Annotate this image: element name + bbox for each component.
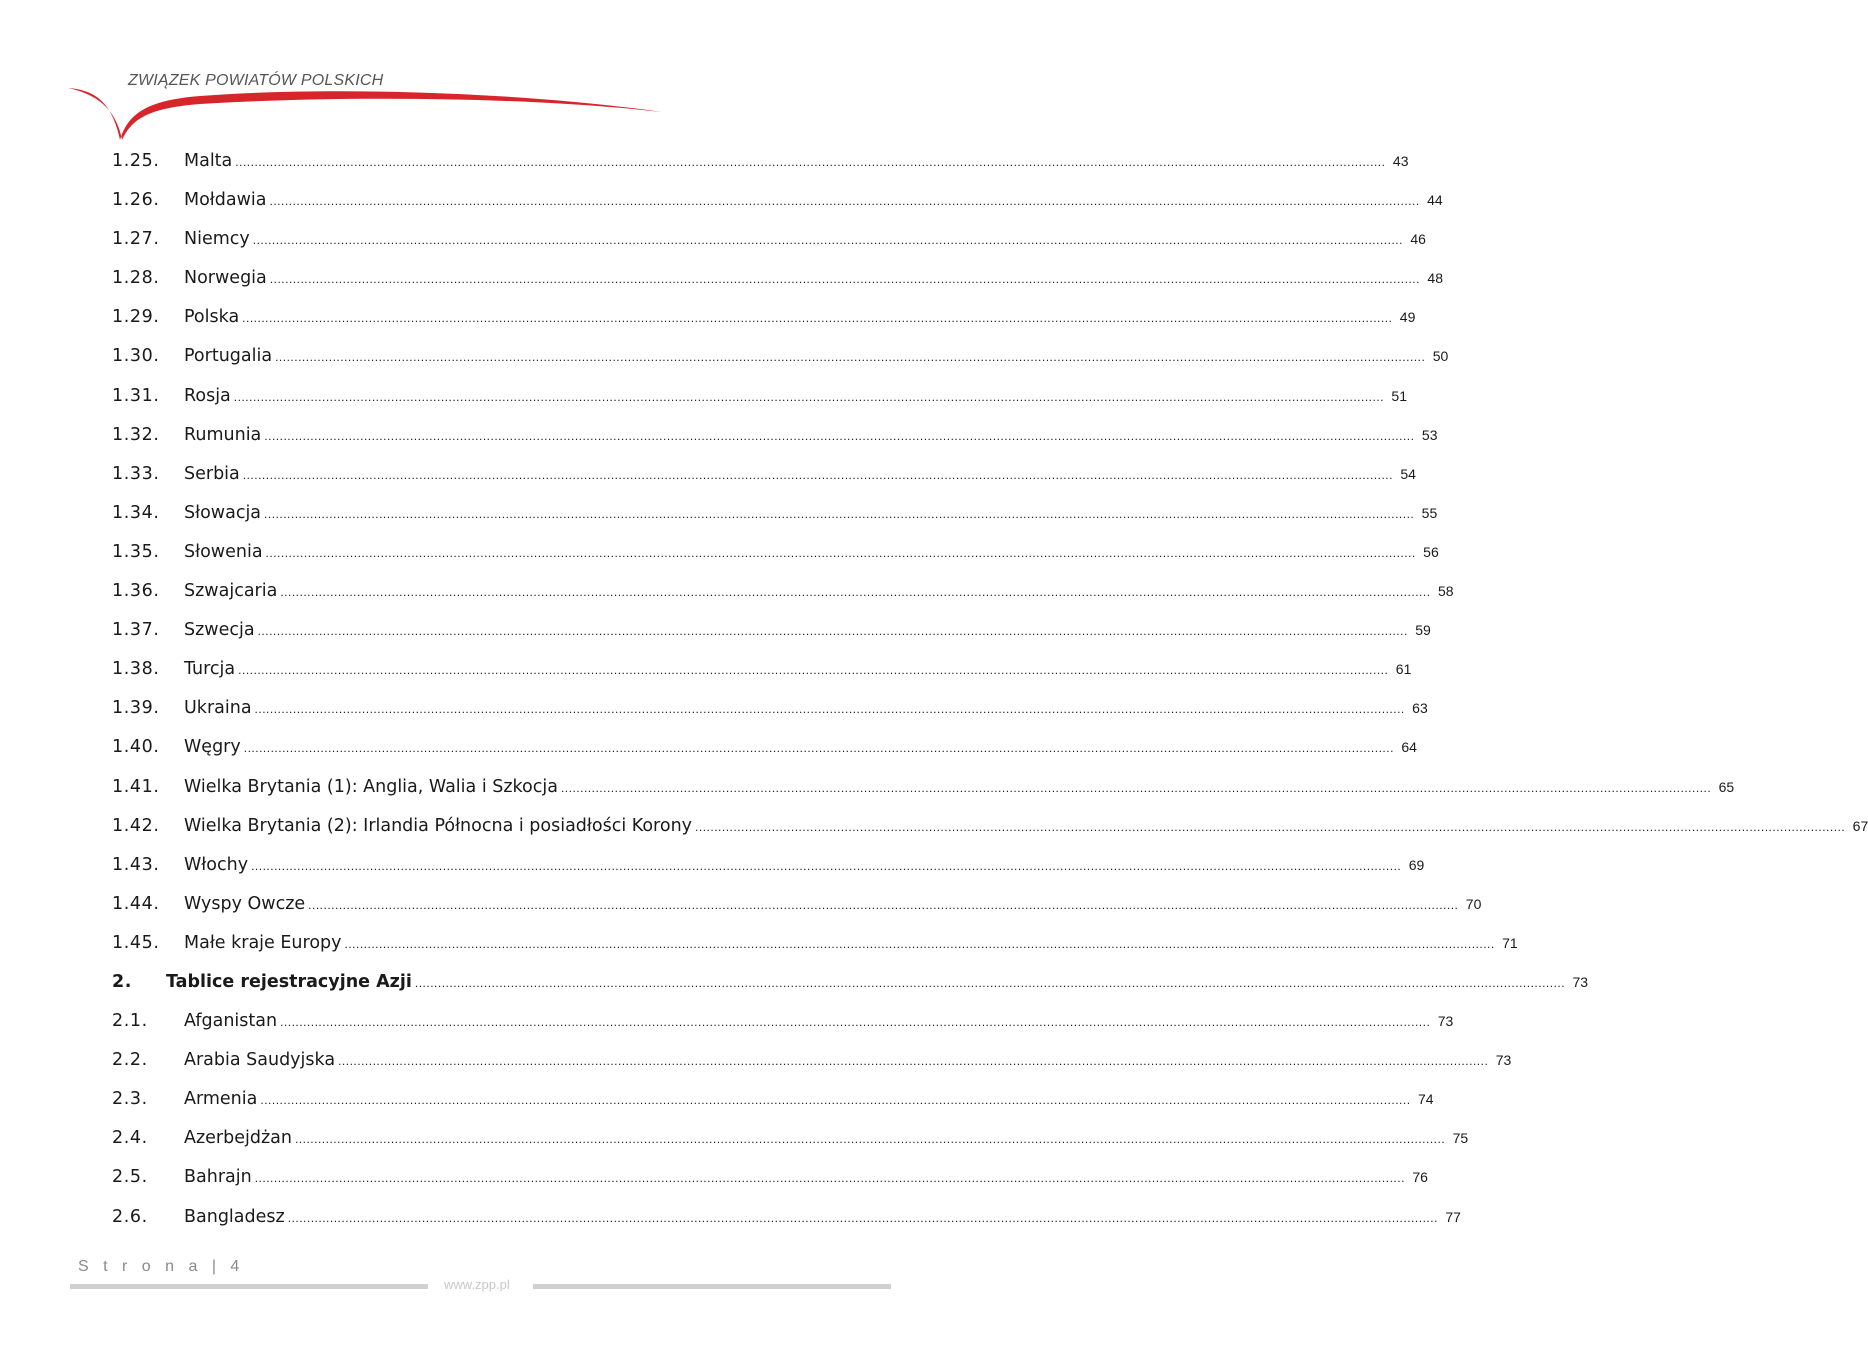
toc-row[interactable]: [112, 220, 1426, 259]
toc-page-number: 69: [1408, 856, 1425, 873]
toc-leader-dots: ............................................................................................................................................................................................................................................................................................................: [251, 858, 1402, 873]
toc-leader-dots: ............................................................................................................................................................................................................................................................................................................: [235, 155, 1386, 169]
toc-leader-dots: ............................................................................................................................................................................................................................................................................................................: [257, 624, 1408, 639]
toc-leader-dots: ............................................................................................................................................................................................................................................................................................................: [264, 428, 1415, 443]
toc-title: Wielka Brytania (2): Irlandia Północna i posiadłości Korony: [184, 815, 693, 836]
toc-page-number: 56: [1423, 543, 1439, 560]
toc-number: 2.2.: [112, 1050, 148, 1071]
toc-number: 2.3.: [112, 1089, 148, 1110]
toc-page-number: 75: [1452, 1130, 1469, 1147]
footer-divider-right: [533, 1284, 891, 1289]
toc-number: 1.41.: [112, 776, 160, 797]
toc-title: Arabia Saudyjska: [184, 1050, 336, 1071]
page-number: S t r o n a | 4: [78, 1258, 245, 1275]
toc-row[interactable]: [112, 846, 1425, 885]
toc-title: Turcja: [184, 659, 236, 680]
toc-row[interactable]: [112, 768, 1735, 807]
org-name: ZWIĄZEK POWIATÓW POLSKICH: [128, 72, 384, 89]
toc-number: 1.37.: [112, 620, 160, 641]
toc-leader-dots: ............................................................................................................................................................................................................................................................................................................: [242, 311, 1393, 326]
toc-row[interactable]: [112, 494, 1438, 533]
toc-row[interactable]: [112, 1158, 1428, 1197]
toc-row[interactable]: [112, 455, 1416, 494]
toc-page-number: 46: [1410, 231, 1426, 248]
toc-page-number: 54: [1400, 465, 1416, 482]
toc-page-number: 65: [1718, 778, 1735, 795]
toc-number: 1.25.: [112, 151, 160, 171]
toc-page-number: 61: [1395, 661, 1412, 678]
toc-page-number: 73: [1572, 973, 1589, 990]
toc-row[interactable]: [112, 337, 1449, 376]
toc-title: Polska: [184, 307, 240, 328]
toc-page-number: 70: [1465, 895, 1482, 912]
toc-title: Słowacja: [184, 502, 262, 523]
toc-number: 1.45.: [112, 932, 160, 953]
toc-leader-dots: ............................................................................................................................................................................................................................................................................................................: [294, 1132, 1446, 1147]
toc-row[interactable]: [112, 728, 1417, 767]
page-header: [0, 0, 960, 145]
toc-page-number: 48: [1427, 270, 1443, 287]
toc-row[interactable]: [112, 807, 1868, 846]
toc-leader-dots: ............................................................................................................................................................................................................................................................................................................: [242, 467, 1393, 482]
toc-leader-dots: ............................................................................................................................................................................................................................................................................................................: [280, 1015, 1431, 1030]
toc-number: 1.29.: [112, 307, 160, 328]
toc-page-number: 74: [1417, 1091, 1434, 1108]
toc-title: Wyspy Owcze: [184, 893, 306, 914]
toc-title: Afganistan: [184, 1011, 278, 1032]
toc-page-number: 77: [1445, 1208, 1461, 1225]
toc-title: Armenia: [184, 1089, 258, 1110]
toc-page-number: 44: [1427, 192, 1443, 209]
footer-divider-left: [70, 1284, 428, 1289]
toc-number: 1.30.: [112, 346, 160, 367]
toc-row[interactable]: [112, 416, 1438, 455]
toc-leader-dots: ............................................................................................................................................................................................................................................................................................................: [254, 1171, 1405, 1186]
toc-row[interactable]: [112, 1041, 1512, 1080]
toc-page-number: 58: [1437, 583, 1454, 600]
toc-number: 2.5.: [112, 1167, 148, 1188]
toc-leader-dots: ............................................................................................................................................................................................................................................................................................................: [275, 350, 1426, 365]
toc-title: Małe kraje Europy: [184, 932, 342, 953]
toc-row[interactable]: [112, 298, 1416, 337]
toc-title: Serbia: [184, 463, 240, 484]
toc-row[interactable]: [112, 924, 1518, 963]
toc-page-number: 59: [1415, 622, 1431, 639]
toc-number: 1.32.: [112, 424, 160, 445]
toc-number: 2.: [112, 971, 133, 992]
toc-number: 1.26.: [112, 190, 160, 211]
toc-leader-dots: ............................................................................................................................................................................................................................................................................................................: [243, 741, 1394, 756]
toc-number: 1.39.: [112, 698, 160, 719]
toc-row[interactable]: [112, 377, 1407, 416]
toc-page-number: 53: [1421, 426, 1438, 443]
toc-leader-dots: ............................................................................................................................................................................................................................................................................................................: [414, 975, 1566, 990]
toc-number: 1.43.: [112, 854, 160, 875]
toc-leader-dots: ............................................................................................................................................................................................................................................................................................................: [287, 1210, 1438, 1225]
toc-title: Rumunia: [184, 424, 262, 445]
toc-page-number: 63: [1412, 700, 1428, 717]
toc-row[interactable]: [112, 1198, 1461, 1237]
toc-row[interactable]: [112, 181, 1443, 220]
toc-title: Malta: [184, 151, 233, 171]
toc-leader-dots: ............................................................................................................................................................................................................................................................................................................: [280, 585, 1431, 600]
toc-leader-dots: ............................................................................................................................................................................................................................................................................................................: [252, 233, 1403, 248]
toc-number: 1.27.: [112, 229, 160, 250]
toc-title: Portugalia: [184, 346, 273, 367]
toc-title: Tablice rejestracyjne Azji: [166, 971, 412, 992]
table-of-contents: [112, 142, 1868, 1237]
toc-leader-dots: ............................................................................................................................................................................................................................................................................................................: [254, 702, 1405, 717]
toc-title: Wielka Brytania (1): Anglia, Walia i Szkocja: [184, 776, 558, 797]
toc-number: 1.31.: [112, 385, 160, 406]
toc-leader-dots: ............................................................................................................................................................................................................................................................................................................: [344, 936, 1495, 951]
toc-page-number: 55: [1421, 504, 1438, 521]
toc-page-number: 51: [1391, 387, 1407, 404]
toc-row[interactable]: [112, 572, 1454, 611]
toc-title: Azerbejdżan: [184, 1128, 292, 1149]
toc-row[interactable]: [112, 533, 1439, 572]
toc-number: 1.38.: [112, 659, 160, 680]
toc-title: Słowenia: [184, 541, 263, 562]
toc-row[interactable]: [112, 885, 1482, 924]
toc-page-number: 50: [1432, 348, 1449, 365]
toc-leader-dots: ............................................................................................................................................................................................................................................................................................................: [265, 545, 1416, 560]
toc-title: Węgry: [184, 737, 241, 758]
toc-row[interactable]: [112, 611, 1431, 650]
toc-leader-dots: ............................................................................................................................................................................................................................................................................................................: [269, 194, 1420, 209]
toc-title: Mołdawia: [184, 190, 267, 211]
toc-number: 1.36.: [112, 581, 160, 602]
toc-chapter-row[interactable]: [112, 963, 1589, 1002]
toc-leader-dots: ............................................................................................................................................................................................................................................................................................................: [338, 1054, 1489, 1069]
toc-number: 1.42.: [112, 815, 160, 836]
toc-row[interactable]: [112, 259, 1443, 298]
toc-leader-dots: ............................................................................................................................................................................................................................................................................................................: [269, 272, 1420, 287]
toc-leader-dots: ............................................................................................................................................................................................................................................................................................................: [560, 780, 1712, 795]
toc-leader-dots: ............................................................................................................................................................................................................................................................................................................: [260, 1093, 1411, 1108]
toc-title: Bangladesz: [184, 1206, 285, 1227]
toc-number: 2.4.: [112, 1128, 148, 1149]
toc-leader-dots: ............................................................................................................................................................................................................................................................................................................: [233, 389, 1384, 404]
toc-page-number: 49: [1399, 309, 1416, 326]
toc-title: Rosja: [184, 385, 231, 406]
toc-title: Szwajcaria: [184, 581, 278, 602]
toc-number: 1.40.: [112, 737, 160, 758]
toc-number: 1.33.: [112, 463, 160, 484]
toc-leader-dots: ............................................................................................................................................................................................................................................................................................................: [238, 663, 1389, 678]
toc-title: Ukraina: [184, 698, 252, 719]
toc-page-number: 73: [1437, 1013, 1454, 1030]
footer-url: www.zpp.pl: [444, 1277, 510, 1292]
toc-page-number: 67: [1852, 817, 1868, 834]
toc-title: Włochy: [184, 854, 249, 875]
toc-number: 2.1.: [112, 1011, 148, 1032]
toc-leader-dots: ............................................................................................................................................................................................................................................................................................................: [308, 897, 1459, 912]
toc-title: Szwecja: [184, 620, 255, 641]
toc-row[interactable]: [112, 142, 1409, 181]
toc-leader-dots: ............................................................................................................................................................................................................................................................................................................: [264, 506, 1415, 521]
toc-page-number: 76: [1412, 1169, 1428, 1186]
toc-title: Norwegia: [184, 268, 267, 289]
toc-title: Bahrajn: [184, 1167, 252, 1188]
toc-page-number: 73: [1495, 1052, 1512, 1069]
toc-row[interactable]: [112, 1002, 1454, 1041]
toc-page-number: 43: [1392, 153, 1409, 169]
toc-number: 1.28.: [112, 268, 160, 289]
toc-page-number: 71: [1502, 934, 1518, 951]
toc-row[interactable]: [112, 1119, 1469, 1158]
toc-number: 1.35.: [112, 541, 160, 562]
toc-number: 2.6.: [112, 1206, 148, 1227]
toc-number: 1.34.: [112, 502, 160, 523]
toc-number: 1.44.: [112, 893, 160, 914]
toc-title: Niemcy: [184, 229, 250, 250]
toc-row[interactable]: [112, 650, 1412, 689]
toc-row[interactable]: [112, 689, 1428, 728]
toc-leader-dots: ............................................................................................................................................................................................................................................................................................................: [695, 819, 1846, 834]
toc-page-number: 64: [1401, 739, 1417, 756]
toc-row[interactable]: [112, 1080, 1434, 1119]
